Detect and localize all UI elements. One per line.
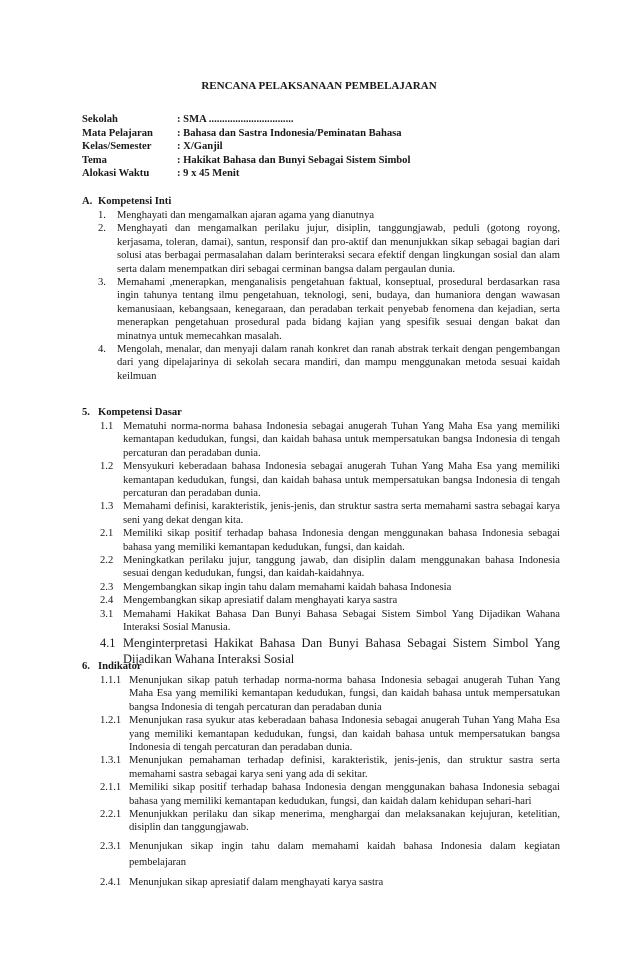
list-item (98, 222, 560, 276)
list-item (98, 276, 560, 343)
item-number: 1.2.1 (100, 715, 122, 727)
indikator-list (100, 674, 560, 891)
section-heading-kompetensi-inti (82, 196, 171, 207)
item-text: Memiliki sikap positif terhadap bahasa Indonesia dengan menggunakan bahasa Indonesia sebagai bahasa yang memiliki kemantapan kedudukan, fungsi, dan kaidah. (123, 528, 560, 553)
section-number: 5. (82, 407, 90, 418)
item-text: Mengembangkan sikap ingin tahu dalam memahami kaidah bahasa Indonesia (123, 581, 452, 593)
identity-label: Sekolah (82, 114, 118, 125)
identity-value: : SMA ................................ (177, 114, 294, 125)
item-number: 2.3 (100, 581, 114, 593)
list-item (100, 754, 560, 781)
identity-row-time (82, 167, 410, 181)
list-item (100, 554, 560, 581)
item-number: 2.3.1 (100, 840, 122, 852)
item-text: Menunjukan rasa syukur atas keberadaan bahasa Indonesia sebagai anugerah Tuhan Yang Maha Esa yang memiliki kemantapan kedudukan, fungsi, dan kaidah bahasa untuk mempersatukan bangsa Indonesia di tengah percaturan dan peradaban dunia. (129, 715, 560, 754)
identity-label: Mata Pelajaran (82, 127, 153, 139)
identity-row-class (82, 140, 410, 154)
item-text: Mematuhi norma-norma bahasa Indonesia sebagai anugerah Tuhan Yang Maha Esa yang memiliki kemantapan kedudukan, fungsi, dan kaidah bahasa untuk mempersatukan bangsa Indonesia di tengah percaturan dan peradaban dunia. (123, 421, 560, 459)
list-item (100, 594, 560, 607)
identity-value: : Hakikat Bahasa dan Bunyi Sebagai Sistem Simbol (177, 154, 411, 166)
identity-value: : 9 x 45 Menit (177, 168, 240, 180)
item-text: Memiliki sikap positif terhadap bahasa Indonesia dengan menggunakan bahasa Indonesia sebagai bahasa yang memiliki kemantapan kedudukan, fungsi, dan kaidah dalam kehidupan sehari-hari (129, 782, 560, 807)
item-text: Memahami definisi, karakteristik, jenis-jenis, dan struktur sastra serta memahami sastra sebagai karya seni yang dekat dengan kita. (123, 501, 560, 526)
item-text: Menunjukan sikap apresiatif dalam menghayati karya sastra (129, 876, 384, 888)
identity-row-theme (82, 154, 410, 168)
section-title: Kompetensi Inti (98, 196, 172, 207)
item-number: 3.1 (100, 608, 114, 620)
list-item (100, 635, 560, 667)
kompetensi-dasar-list (100, 420, 560, 667)
list-item (100, 781, 560, 808)
item-number: 4. (98, 344, 106, 356)
item-number: 1.2 (100, 461, 114, 473)
item-text: Mengembangkan sikap apresiatif dalam menghayati karya sastra (123, 595, 398, 607)
item-text: Menunjukan sikap patuh terhadap norma-norma bahasa Indonesia sebagai anugerah Tuhan Yang Maha Esa yang memiliki kemantapan kedudukan, fungsi, dan kaidah bahasa untuk mempersatukan bangsa Indonesia di tengah percaturan dan peradaban dunia (129, 675, 560, 713)
item-number: 1.1 (100, 421, 114, 432)
list-item (100, 714, 560, 754)
item-number: 2.1.1 (100, 782, 122, 794)
item-number: 2.1 (100, 528, 114, 540)
item-number: 1.3 (100, 501, 114, 513)
item-number: 2.2.1 (100, 809, 122, 821)
identity-row-school (82, 113, 410, 127)
list-item (100, 808, 560, 835)
identity-value: : Bahasa dan Sastra Indonesia/Peminatan Bahasa (177, 127, 402, 139)
item-number: 3. (98, 277, 106, 289)
item-text: Menunjukan sikap ingin tahu dalam memahami kaidah bahasa Indonesia dalam kegiatan pembelajaran (129, 840, 560, 868)
list-item (98, 343, 560, 383)
item-text: Memahami Hakikat Bahasa Dan Bunyi Bahasa Sebagai Sistem Simbol Yang Dijadikan Wahana Interaksi Sosial Manusia. (123, 608, 560, 634)
section-heading-indikator (82, 661, 142, 672)
item-number: 1.1.1 (100, 675, 122, 686)
section-number: A. (82, 196, 93, 207)
list-item (100, 875, 560, 891)
item-text: Menginterpretasi Hakikat Bahasa Dan Bunyi Bahasa Sebagai Sistem Simbol Yang Dijadikan Wahana Interaksi Sosial (123, 635, 560, 666)
item-text: Mengolah, menalar, dan menyaji dalam ranah konkret dan ranah abstrak terkait dengan pengembangan dari yang dipelajarinya di sekolah secara mandiri, dan mampu menggunakan metoda sesuai kaidah keilmuan (117, 344, 560, 382)
identity-label: Alokasi Waktu (82, 168, 150, 180)
list-item (100, 608, 560, 635)
item-text: Menunjukkan perilaku dan sikap menerima, menghargai dan melaksanakan kejujuran, ketelitian, disiplin dan tanggungjawab. (129, 809, 560, 834)
identity-table (82, 113, 410, 181)
item-text: Mensyukuri keberadaan bahasa Indonesia sebagai anugerah Tuhan Yang Maha Esa yang memiliki kemantapan kedudukan, fungsi, dan kaidah bahasa untuk mempersatukan bangsa Indonesia di tengah percaturan dan peradaban dunia. (123, 461, 560, 500)
identity-label: Kelas/Semester (82, 141, 152, 153)
section-title: Kompetensi Dasar (98, 407, 182, 418)
item-number: 2.4.1 (100, 876, 122, 888)
document-title: RENCANA PELAKSANAAN PEMBELAJARAN (201, 80, 437, 92)
item-number: 4.1 (100, 635, 116, 650)
list-item (100, 420, 560, 460)
identity-label: Tema (82, 154, 107, 166)
item-number: 1.3.1 (100, 755, 122, 767)
list-item (98, 209, 560, 222)
item-text: Memahami ,menerapkan, menganalisis pengetahuan faktual, konseptual, prosedural berdasarkan rasa ingin tahunya tentang ilmu pengetahuan, teknologi, seni, budaya, dan humaniora dengan wawasan kemanusiaan, kebangsaan, kenegaraan, dan peradaban terkait penyebab fenomena dan kejadian, serta menerapkan pengetahuan prosedural pada bidang kajian yang spesifik sesuai dengan bakat dan minatnya untuk memecahkan masalah. (117, 277, 560, 342)
list-item (100, 460, 560, 500)
identity-row-subject (82, 127, 410, 141)
list-item (100, 500, 560, 527)
item-number: 2.4 (100, 595, 114, 607)
item-number: 2.2 (100, 555, 114, 567)
item-text: Meningkatkan perilaku jujur, tanggung jawab, dan disiplin dalam menggunakan bahasa Indonesia sesuai dengan kedudukan, fungsi, dan kaidah-kaidahnya. (123, 555, 560, 580)
section-number: 6. (82, 661, 90, 672)
kompetensi-inti-list (98, 209, 560, 383)
item-number: 2. (98, 223, 106, 235)
list-item (100, 581, 560, 594)
section-heading-kompetensi-dasar (82, 407, 182, 418)
item-text: Menghayati dan mengamalkan perilaku jujur, disiplin, tanggungjawab, peduli (gotong royong, kerjasama, toleran, damai), santun, responsif dan pro-aktif dan menunjukkan sikap sebagai bagian dari solusi atas berbagai permasalahan dalam berinteraksi secara efektif dengan lingkungan sosial dan alam serta dalam menempatkan diri sebagai cerminan bangsa dalam pergaulan dunia. (117, 223, 560, 275)
item-text: Menghayati dan mengamalkan ajaran agama yang dianutnya (117, 210, 375, 221)
list-item (100, 527, 560, 554)
item-text: Menunjukan pemahaman terhadap definisi, karakteristik, jenis-jenis, dan struktur sastra serta memahami sastra sebagai karya seni yang ada di sekitar. (129, 755, 560, 780)
item-number: 1. (98, 210, 106, 221)
list-item (100, 839, 560, 871)
list-item (100, 674, 560, 714)
section-title: Indikator (98, 661, 142, 672)
identity-value: : X/Ganjil (177, 141, 223, 153)
